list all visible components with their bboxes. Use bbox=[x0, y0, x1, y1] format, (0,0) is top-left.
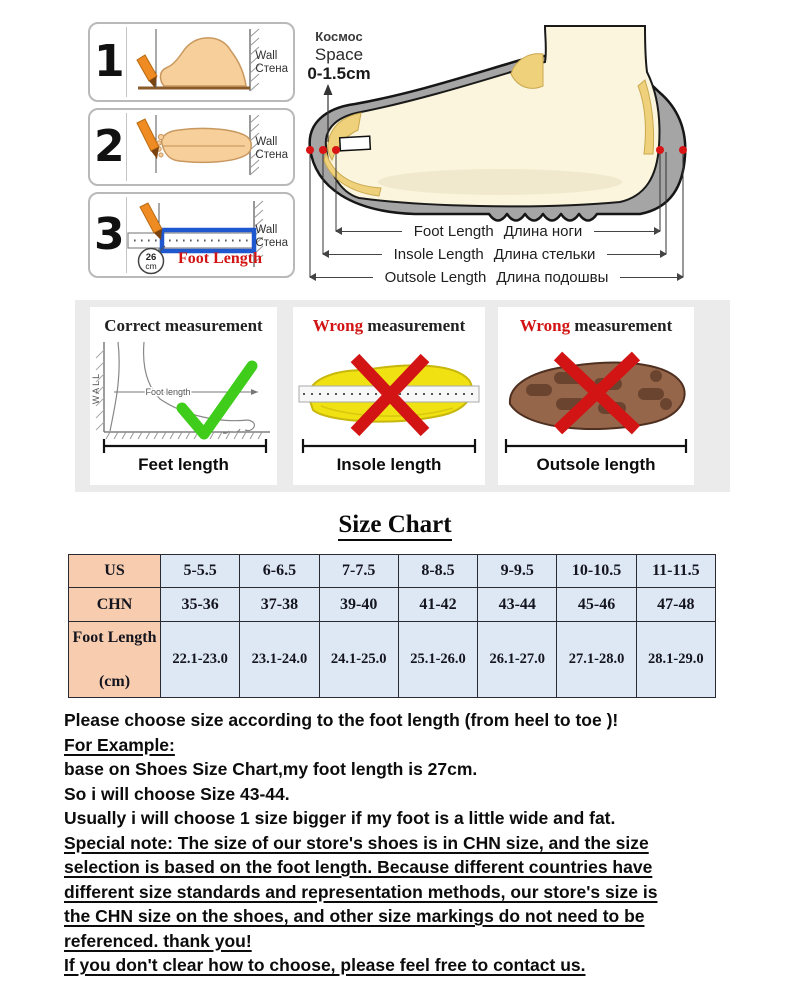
wall-label: Wall Стена bbox=[255, 136, 288, 161]
size-chart-row bbox=[69, 588, 716, 622]
step-number: 1 bbox=[94, 36, 125, 87]
size-chart-cell: 6-6.5 bbox=[240, 555, 319, 588]
size-chart-cell: 24.1-25.0 bbox=[319, 622, 398, 698]
note-line: For Example: bbox=[64, 734, 175, 755]
size-chart-cell: 27.1-28.0 bbox=[557, 622, 636, 698]
size-chart-cell: 26.1-27.0 bbox=[478, 622, 557, 698]
step-number: 3 bbox=[94, 209, 125, 260]
size-chart-cell: 45-46 bbox=[557, 588, 636, 622]
size-chart-cell: 11-11.5 bbox=[636, 555, 715, 588]
correct-measurement-card bbox=[90, 307, 277, 485]
size-chart-cell: 39-40 bbox=[319, 588, 398, 622]
size-chart-cell: 23.1-24.0 bbox=[240, 622, 319, 698]
svg-text:Foot length: Foot length bbox=[145, 387, 191, 397]
size-chart-cell: 25.1-26.0 bbox=[398, 622, 477, 698]
measure-step-1 bbox=[88, 22, 295, 102]
size-chart-cell: 7-7.5 bbox=[319, 555, 398, 588]
size-chart-cell: 47-48 bbox=[636, 588, 715, 622]
note-line: selection is based on the foot length. Because different countries have bbox=[64, 857, 653, 877]
pencil-icon bbox=[137, 55, 157, 81]
size-chart-cell: 28.1-29.0 bbox=[636, 622, 715, 698]
card-title: Wrong measurement bbox=[312, 316, 466, 335]
outsole-length-measurement-row: Outsole Length Длина подошвы bbox=[310, 267, 683, 287]
size-chart-title: Size Chart bbox=[0, 511, 790, 539]
wall-label: Wall Стена bbox=[255, 50, 288, 75]
size-chart-cell: 43-44 bbox=[478, 588, 557, 622]
toe-space-label: Космос Space 0-1.5cm bbox=[307, 29, 371, 84]
svg-text:WALL: WALL bbox=[91, 371, 101, 405]
note-line: Special note: The size of our store's shoes is in CHN size, and the size bbox=[64, 832, 649, 853]
correct-measurement-illustration bbox=[90, 336, 277, 454]
wall-label: Wall Стена bbox=[255, 224, 288, 249]
size-chart-cell: 22.1-23.0 bbox=[161, 622, 240, 698]
foot-length-caption: Foot Length bbox=[178, 250, 262, 267]
size-chart-row bbox=[69, 555, 716, 588]
note-line: Please choose size according to the foot length (from heel to toe )! bbox=[64, 710, 619, 730]
size-chart-cell: 37-38 bbox=[240, 588, 319, 622]
toe-space-marker bbox=[340, 136, 371, 151]
note-line: If you don't clear how to choose, please feel free to contact us. bbox=[64, 955, 586, 975]
size-chart-cell: 5-5.5 bbox=[161, 555, 240, 588]
svg-text:26: 26 bbox=[145, 252, 157, 263]
shoe-cross-section-diagram bbox=[295, 18, 785, 290]
foot-length-measurement-row: Foot Length Длина ноги bbox=[336, 221, 660, 241]
outsole-illustration bbox=[498, 336, 694, 454]
note-line: So i will choose Size 43-44. bbox=[64, 783, 290, 804]
insole-illustration bbox=[293, 336, 485, 454]
size-chart-row bbox=[69, 622, 716, 698]
size-chart-cell: 10-10.5 bbox=[557, 555, 636, 588]
sizing-notes bbox=[64, 708, 758, 978]
size-chart-cell: 9-9.5 bbox=[478, 555, 557, 588]
size-chart-row-header: US bbox=[69, 555, 161, 588]
wrong-insole-measurement-card bbox=[293, 307, 485, 485]
svg-text:cm: cm bbox=[145, 261, 157, 271]
step-number: 2 bbox=[94, 121, 125, 172]
size-chart-cell: 35-36 bbox=[161, 588, 240, 622]
size-chart-row-header: Foot Length (cm) bbox=[69, 622, 161, 698]
card-title: Correct measurement bbox=[104, 316, 263, 335]
size-chart-cell: 8-8.5 bbox=[398, 555, 477, 588]
note-line: referenced. thank you! bbox=[64, 930, 252, 951]
card-caption: Insole length bbox=[336, 455, 442, 474]
measure-step-3 bbox=[88, 192, 295, 278]
check-icon bbox=[182, 366, 252, 434]
note-line: base on Shoes Size Chart,my foot length is 27cm. bbox=[64, 759, 478, 779]
note-line: the CHN size on the shoes, and other size markings do not need to be bbox=[64, 906, 645, 926]
note-line: different size standards and representation methods, our store's size is bbox=[64, 881, 658, 902]
insole-length-measurement-row: Insole Length Длина стельки bbox=[323, 244, 666, 264]
card-caption: Feet length bbox=[138, 455, 229, 474]
card-caption: Outsole length bbox=[536, 455, 656, 474]
measure-step-2 bbox=[88, 108, 295, 186]
card-title: Wrong measurement bbox=[519, 316, 673, 335]
size-chart-table bbox=[68, 554, 716, 698]
note-line: Usually i will choose 1 size bigger if my foot is a little wide and fat. bbox=[64, 808, 616, 828]
size-chart-cell: 41-42 bbox=[398, 588, 477, 622]
size-chart-row-header: CHN bbox=[69, 588, 161, 622]
wrong-outsole-measurement-card bbox=[498, 307, 694, 485]
